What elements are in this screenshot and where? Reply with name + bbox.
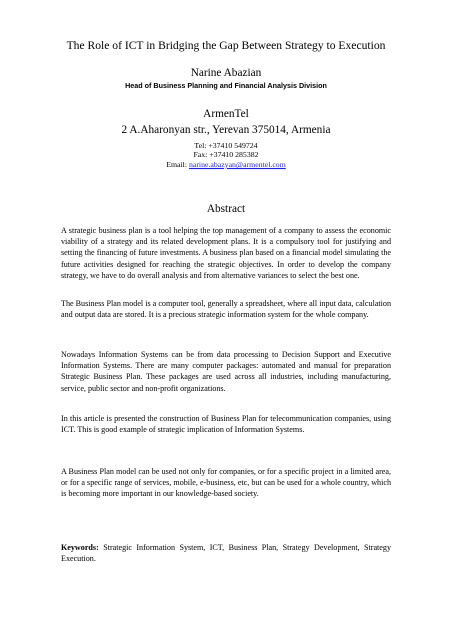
abstract-heading: Abstract [206, 203, 246, 215]
abstract-paragraph-3: Nowadays Information Systems can be from data processing to Decision Support and Executive Information Systems. There are many computer packages: automated and manual for preparation Strategic Business Plan. These packages are used across all industries, including manufacturing, service, public sector and non-profit organizations. [61, 350, 391, 393]
abstract-paragraph-1: A strategic business plan is a tool helping the top management of a company to assess the economic viability of a strategy and its related development plans. It is a compulsory tool for justifying and setting the financing of future investments. A business plan based on a financial model simulating the future activities designed for reaching the strategic objectives. In order to develop the company strategy, we have to do overall analysis and from alternative variances to select the best one. [61, 226, 391, 280]
organization-name: ArmenTel [203, 108, 249, 120]
abstract-paragraph-4: In this article is presented the construction of Business Plan for telecommunication companies, using ICT. This is good example of strategic implication of Information Systems. [61, 414, 391, 435]
abstract-paragraph-2: The Business Plan model is a computer tool, generally a spreadsheet, where all input data, calculation and output data are stored. It is a precious strategic information system for the whole company. [61, 299, 391, 320]
keywords-label: Keywords: [61, 543, 99, 552]
author-name: Narine Abazian [190, 67, 262, 79]
keywords-text: Strategic Information System, ICT, Business Plan, Strategy Development, Strategy Execution. [61, 543, 391, 564]
author-role: Head of Business Planning and Financial Analysis Division [125, 81, 327, 90]
email-link[interactable]: narine.abazyan@armentel.com [188, 160, 286, 169]
fax: Fax: +37410 285382 [193, 150, 259, 159]
telephone: Tel: +37410 549724 [194, 141, 258, 150]
abstract-paragraph-5: A Business Plan model can be used not only for companies, or for a specific project in a limited area, or for a specific range of services, mobile, e-business, etc, but can be used for a whole country, which is becoming more important in our knowledge-based society. [61, 467, 391, 499]
paper-title: The Role of ICT in Bridging the Gap Between Strategy to Execution [66, 39, 386, 52]
organization-address: 2 A.Aharonyan str., Yerevan 375014, Armenia [121, 124, 331, 136]
keywords [61, 542, 391, 564]
email-line [0, 160, 452, 169]
email-label: Email: [166, 160, 188, 169]
